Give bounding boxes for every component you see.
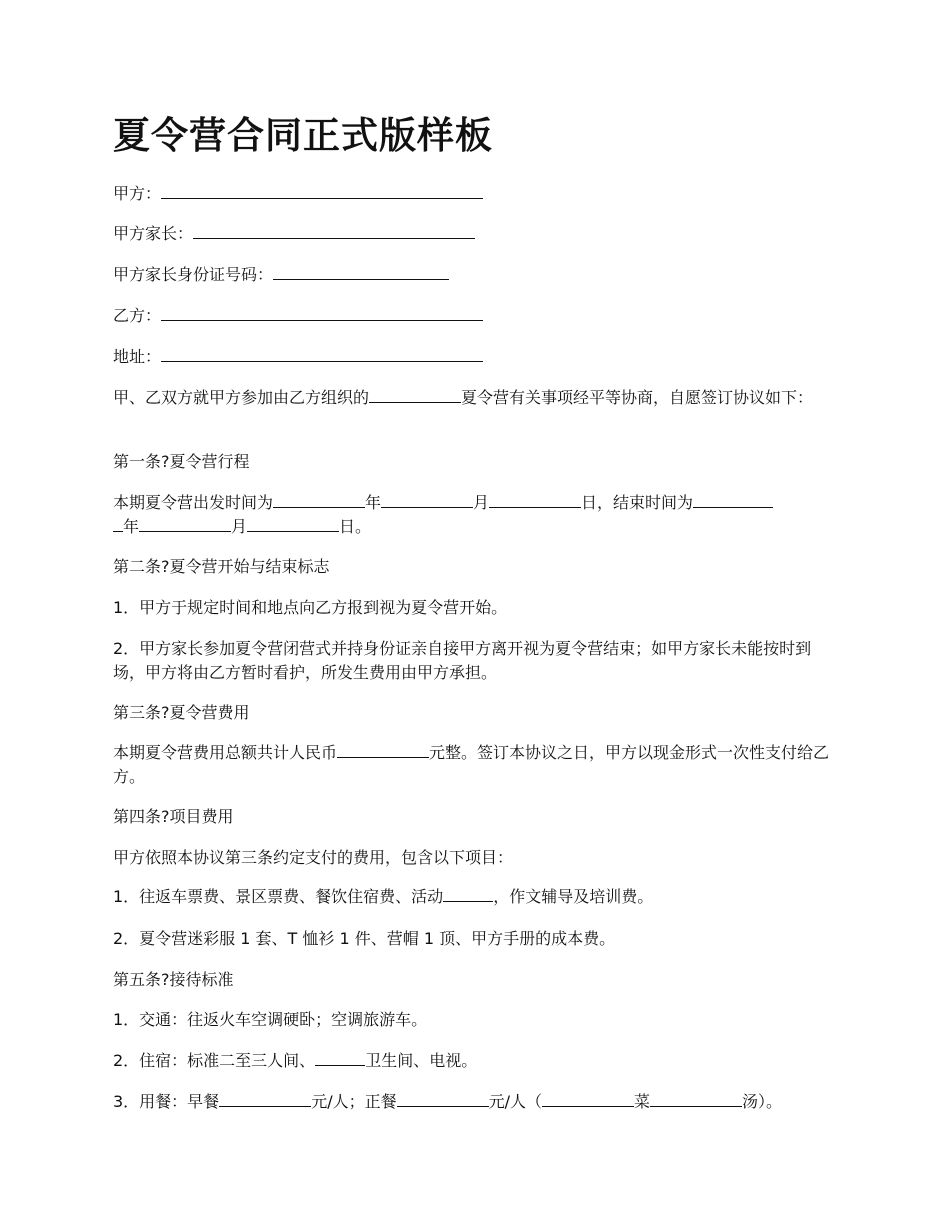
article-2-heading: 第二条?夏令营开始与结束标志 <box>113 557 330 576</box>
article-5-item-1: 1．交通：往返火车空调硬卧；空调旅游车。 <box>113 1010 428 1029</box>
text: 年 <box>123 517 140 536</box>
text: 卫生间、电视。 <box>365 1051 478 1070</box>
article-1-heading: 第一条?夏令营行程 <box>113 452 250 471</box>
text: 日，结束时间为 <box>581 493 694 512</box>
blank-line <box>273 506 365 508</box>
text: 本期夏令营出发时间为 <box>113 493 274 512</box>
article-4-item-2: 2．夏令营迷彩服 1 套、T 恤衫 1 件、营帽 1 顶、甲方手册的成本费。 <box>113 929 616 948</box>
intro-text: 甲、乙双方就甲方参加由乙方组织的 <box>113 388 370 407</box>
article-4-item-1 <box>113 885 833 909</box>
blank-line <box>247 530 339 532</box>
blank-line <box>139 530 231 532</box>
article-2-item-1: 1．甲方于规定时间和地点向乙方报到视为夏令营开始。 <box>113 598 508 617</box>
article-5-heading: 第五条?接待标准 <box>113 970 234 989</box>
text: 年 <box>365 493 382 512</box>
blank-line <box>650 1105 742 1107</box>
field-label: 甲方： <box>113 184 162 203</box>
blank-line <box>161 319 483 321</box>
article-3-heading: 第三条?夏令营费用 <box>113 703 250 722</box>
intro-paragraph <box>113 386 833 410</box>
blank-line <box>161 360 483 362</box>
article-1-body <box>113 491 833 539</box>
text: 菜 <box>634 1092 651 1111</box>
text: 汤）。 <box>742 1092 783 1111</box>
blank-line <box>443 900 493 902</box>
blank-line <box>369 401 461 403</box>
blank-line <box>113 530 123 532</box>
text: 3．用餐：早餐 <box>113 1092 220 1111</box>
field-party-a <box>113 182 833 206</box>
text: 元/人（ <box>488 1092 542 1111</box>
blank-line <box>161 197 483 199</box>
field-party-a-parent-id <box>113 263 833 287</box>
field-address <box>113 345 833 369</box>
text: 1．往返车票费、景区票费、餐饮住宿费、活动 <box>113 887 444 906</box>
article-4-intro: 甲方依照本协议第三条约定支付的费用，包含以下项目： <box>113 848 514 867</box>
article-5-item-3 <box>113 1090 833 1114</box>
article-3-body <box>113 741 833 789</box>
blank-line <box>273 278 449 280</box>
intro-text: 夏令营有关事项经平等协商，自愿签订协议如下： <box>461 388 814 407</box>
field-label: 甲方家长： <box>113 224 194 243</box>
text: ，作文辅导及培训费。 <box>493 887 654 906</box>
field-label: 甲方家长身份证号码： <box>113 265 274 284</box>
text: 月 <box>473 493 490 512</box>
text: 月 <box>231 517 248 536</box>
article-5-item-2 <box>113 1049 833 1073</box>
blank-line <box>337 756 429 758</box>
document-title: 夏令营合同正式版样板 <box>113 114 493 157</box>
article-4-heading: 第四条?项目费用 <box>113 807 234 826</box>
field-label: 乙方： <box>113 306 162 325</box>
field-party-a-parent <box>113 222 833 246</box>
text: 2．住宿：标准二至三人间、 <box>113 1051 316 1070</box>
text: 元/人；正餐 <box>311 1092 397 1111</box>
blank-line <box>315 1064 365 1066</box>
article-2-item-2: 2．甲方家长参加夏令营闭营式并持身份证亲自接甲方离开视为夏令营结束；如甲方家长未能按时到场，甲方将由乙方暂时看护，所发生费用由甲方承担。 <box>113 639 812 682</box>
text: 元整。签订本协议之日，甲方以现金形式一次性支付给乙方。 <box>113 743 830 786</box>
text: 日。 <box>339 517 372 536</box>
blank-line <box>193 237 475 239</box>
blank-line <box>381 506 473 508</box>
blank-line <box>693 506 773 508</box>
field-party-b <box>113 304 833 328</box>
blank-line <box>542 1105 634 1107</box>
blank-line <box>397 1105 489 1107</box>
text: 本期夏令营费用总额共计人民币 <box>113 743 338 762</box>
blank-line <box>219 1105 311 1107</box>
field-label: 地址： <box>113 347 162 366</box>
blank-line <box>489 506 581 508</box>
